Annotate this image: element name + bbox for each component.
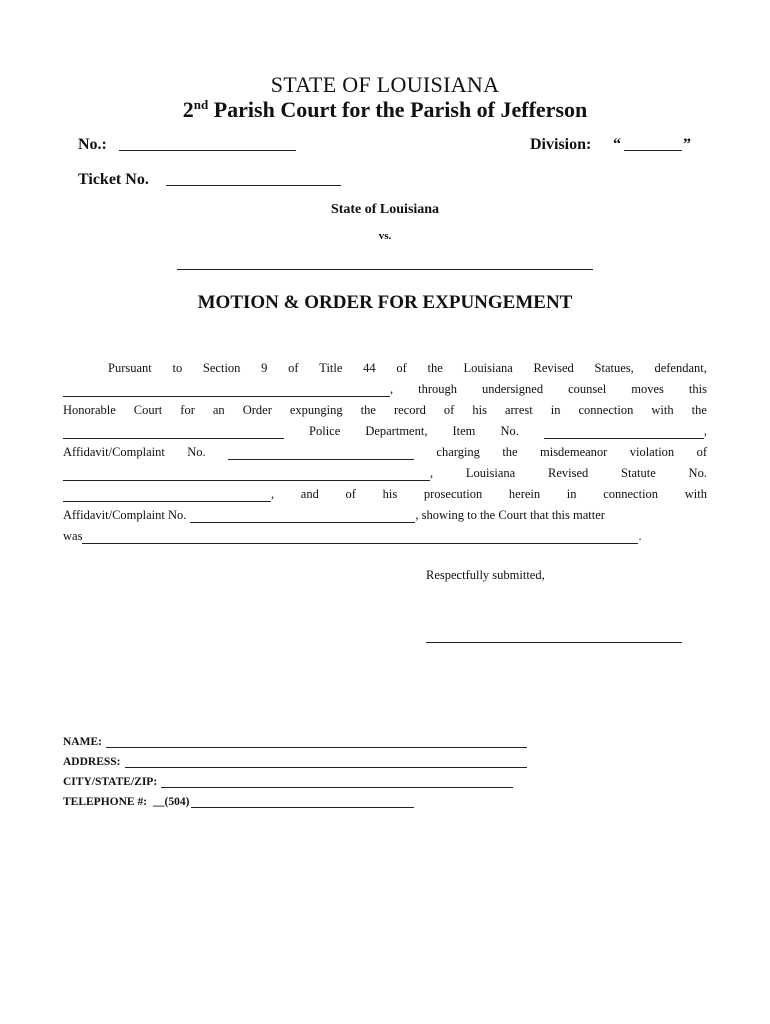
item-no-field[interactable] <box>544 427 704 439</box>
address-row <box>63 756 527 768</box>
body-word: of <box>345 487 356 501</box>
case-no-label: No.: <box>78 136 107 153</box>
body-word: his <box>382 487 398 501</box>
phone-prefix: __(504) <box>153 796 190 808</box>
body-word: record <box>393 403 426 417</box>
division-open-quote: “ <box>613 136 621 153</box>
body-word: of <box>396 361 407 375</box>
court-title-ordinal: nd <box>193 97 209 112</box>
body-word: to <box>172 361 183 375</box>
body-word: connection <box>603 487 659 501</box>
body-word: , <box>390 382 394 396</box>
body-row-2 <box>63 381 707 397</box>
body-word: connection <box>578 403 634 417</box>
division-field[interactable] <box>624 150 682 151</box>
body-word: prosecution <box>423 487 483 501</box>
closing-text: Respectfully submitted, <box>426 568 545 582</box>
body-word: Department, <box>365 424 428 438</box>
court-title <box>0 97 770 123</box>
violation-blank-group <box>63 465 433 481</box>
name-label: NAME: <box>63 736 102 748</box>
case-no-field[interactable] <box>119 150 296 151</box>
ticket-no-label: Ticket No. <box>78 171 149 188</box>
body-word: herein <box>508 487 541 501</box>
address-label: ADDRESS: <box>63 756 121 768</box>
statute-no-field[interactable] <box>63 490 271 502</box>
body-word: Revised <box>547 466 589 480</box>
body-word: Police <box>309 424 341 438</box>
body-text: . <box>638 529 642 543</box>
body-word: and <box>300 487 319 501</box>
body-word: Pursuant <box>108 361 152 375</box>
body-word: in <box>550 403 561 417</box>
body-word: Louisiana <box>463 361 513 375</box>
division-close-quote: ” <box>683 136 691 153</box>
body-word: Item <box>452 424 476 438</box>
matter-status-field[interactable] <box>82 532 638 544</box>
plaintiff-name: State of Louisiana <box>330 202 440 217</box>
body-word: Title <box>319 361 343 375</box>
body-word: for <box>180 403 195 417</box>
affidavit-no-field-1[interactable] <box>228 448 414 460</box>
body-word: in <box>566 487 577 501</box>
body-word: his <box>472 403 487 417</box>
body-word: of <box>696 445 707 459</box>
body-word: counsel <box>568 382 607 396</box>
violation-field[interactable] <box>63 469 430 481</box>
body-word: expunging <box>289 403 343 417</box>
body-word: of <box>288 361 299 375</box>
defendant-field[interactable] <box>63 385 390 397</box>
body-word: arrest <box>504 403 533 417</box>
statute-blank-group <box>63 486 274 502</box>
versus-label: vs. <box>378 230 392 242</box>
body-word: Louisiana <box>465 466 516 480</box>
city-row <box>63 776 513 788</box>
body-word: Revised <box>533 361 574 375</box>
body-text: Affidavit/Complaint No. <box>63 508 187 522</box>
body-word: Statute <box>621 466 656 480</box>
body-word: the <box>502 445 518 459</box>
body-word: an <box>212 403 225 417</box>
body-word: misdemeanor <box>540 445 608 459</box>
body-word: moves <box>631 382 664 396</box>
body-word: Honorable <box>63 403 116 417</box>
body-word: Statues, <box>594 361 634 375</box>
body-word: 9 <box>261 361 268 375</box>
body-row-6 <box>63 465 707 481</box>
city-label: CITY/STATE/ZIP: <box>63 776 158 788</box>
body-row-9 <box>63 528 707 544</box>
body-row-7 <box>63 486 707 502</box>
court-title-number: 2 <box>182 97 194 122</box>
name-row <box>63 736 527 748</box>
body-text: , showing to the Court that this matter <box>415 508 605 522</box>
body-row-3 <box>63 402 707 418</box>
body-word: Order <box>242 403 272 417</box>
signature-line[interactable] <box>426 642 682 643</box>
body-word: with <box>651 403 674 417</box>
division-label: Division: <box>530 136 592 153</box>
ticket-no-field[interactable] <box>166 185 341 186</box>
defendant-name-field[interactable] <box>177 269 593 270</box>
body-row-8 <box>63 507 707 523</box>
affidavit-no-field-2[interactable] <box>190 511 415 523</box>
police-department-field[interactable] <box>63 427 284 439</box>
body-word: undersigned <box>481 382 544 396</box>
body-word: this <box>688 382 707 396</box>
body-word: of <box>443 403 455 417</box>
city-field[interactable] <box>161 777 513 788</box>
body-row-1 <box>63 360 707 376</box>
phone-field[interactable] <box>191 797 414 808</box>
item-no-blank-group <box>544 423 707 439</box>
motion-title: MOTION & ORDER FOR EXPUNGEMENT <box>197 292 573 313</box>
body-word: , <box>430 466 434 480</box>
body-word: the <box>360 403 376 417</box>
body-word: , <box>703 424 707 438</box>
phone-row <box>63 796 414 808</box>
body-word: violation <box>629 445 675 459</box>
body-word: defendant, <box>654 361 707 375</box>
body-row-5 <box>63 444 707 460</box>
name-field[interactable] <box>106 737 527 748</box>
state-title: STATE OF LOUISIANA <box>270 72 500 97</box>
body-word: through <box>418 382 457 396</box>
body-word: charging <box>436 445 480 459</box>
court-title-text: Parish Court for the Parish of Jefferson <box>208 97 588 122</box>
body-word: Court <box>133 403 163 417</box>
body-word: with <box>684 487 707 501</box>
defendant-blank-group <box>63 381 393 397</box>
phone-label: TELEPHONE #: <box>63 796 148 808</box>
body-word: , <box>271 487 275 501</box>
body-word: Affidavit/Complaint <box>63 445 165 459</box>
body-word: Section <box>202 361 241 375</box>
body-word: the <box>691 403 707 417</box>
address-field[interactable] <box>125 757 527 768</box>
body-word: 44 <box>363 361 376 375</box>
body-word: No. <box>688 466 707 480</box>
body-word: No. <box>187 445 206 459</box>
body-row-4 <box>63 423 707 439</box>
body-text: was <box>63 529 83 543</box>
body-word: the <box>427 361 443 375</box>
body-word: No. <box>500 424 519 438</box>
